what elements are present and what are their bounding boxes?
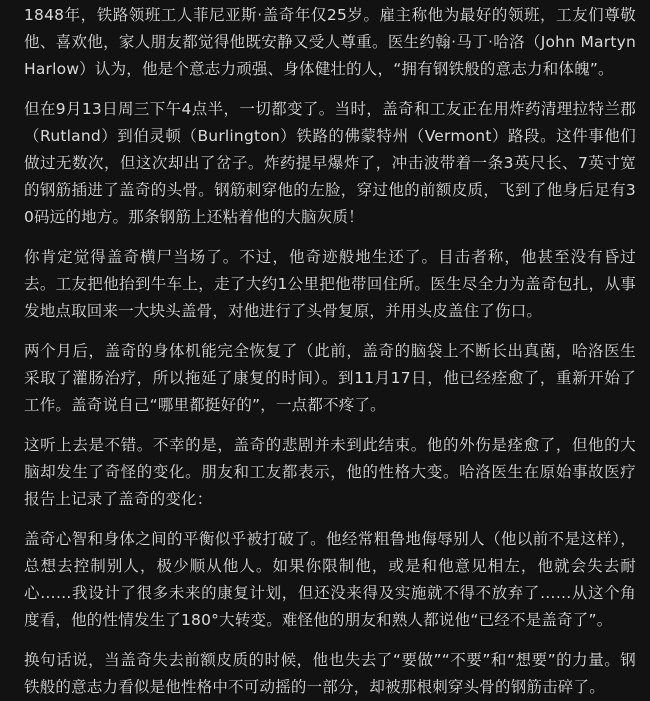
paragraph-5: 这听上去是不错。不幸的是，盖奇的悲剧并未到此结束。他的外伤是痊愈了，但他的大脑却发生了奇怪的变化。朋友和工友都表示，他的性格大变。哈洛医生在原始事故医疗报告上记录了盖奇的变化： bbox=[24, 436, 636, 508]
paragraph-3: 你肯定觉得盖奇横尸当场了。不过，他奇迹般地生还了。目击者称，他甚至没有昏过去。工友把他抬到牛车上，走了大约1公里把他带回住所。医生尽全力为盖奇包扎，从事发地点取回来一大块头盖骨，对他进行了头骨复原，并用头皮盖住了伤口。 bbox=[24, 248, 636, 320]
paragraph-7: 换句话说，当盖奇失去前额皮质的时候，他也失去了“要做”“不要”和“想要”的力量。钢铁般的意志力看似是他性格中不可动摇的一部分，却被那根刺穿头骨的钢筋击碎了。 bbox=[24, 651, 636, 696]
paragraph-2: 但在9月13日周三下午4点半，一切都变了。当时，盖奇和工友正在用炸药清理拉特兰郡（Rutland）到伯灵顿（Burlington）铁路的佛蒙特州（Vermont）路段。这件事他们做过无数次，但这次却出了岔子。炸药提早爆炸了，冲击波带着一条3英尺长、7英寸宽的钢筋插进了盖奇的头骨。钢筋刺穿他的左脸，穿过他的前额皮质，飞到了他身后足有30码远的地方。那条钢筋上还粘着他的大脑灰质！ bbox=[24, 100, 636, 226]
paragraph-1: 1848年，铁路领班工人菲尼亚斯·盖奇年仅25岁。雇主称他为最好的领班，工友们尊敬他、喜欢他，家人朋友都觉得他既安静又受人尊重。医生约翰·马丁·哈洛（John Martyn Harlow）认为，他是个意志力顽强、身体健壮的人，“拥有钢铁般的意志力和体魄”。 bbox=[24, 6, 636, 78]
paragraph-4: 两个月后，盖奇的身体机能完全恢复了（此前，盖奇的脑袋上不断长出真菌，哈洛医生采取了灌肠治疗，所以拖延了康复的时间）。到11月17日，他已经痊愈了，重新开始了工作。盖奇说自己“哪里都挺好的”，一点都不疼了。 bbox=[24, 342, 636, 414]
paragraph-6-quote: 盖奇心智和身体之间的平衡似乎被打破了。他经常粗鲁地侮辱别人（他以前不是这样），总想去控制别人，极少顺从他人。如果你限制他，或是和他意见相左，他就会失去耐心……我设计了很多未来的康复计划，但还没来得及实施就不得不放弃了……从这个角度看，他的性情发生了180°大转变。难怪他的朋友和熟人都说他“已经不是盖奇了”。 bbox=[24, 530, 636, 629]
